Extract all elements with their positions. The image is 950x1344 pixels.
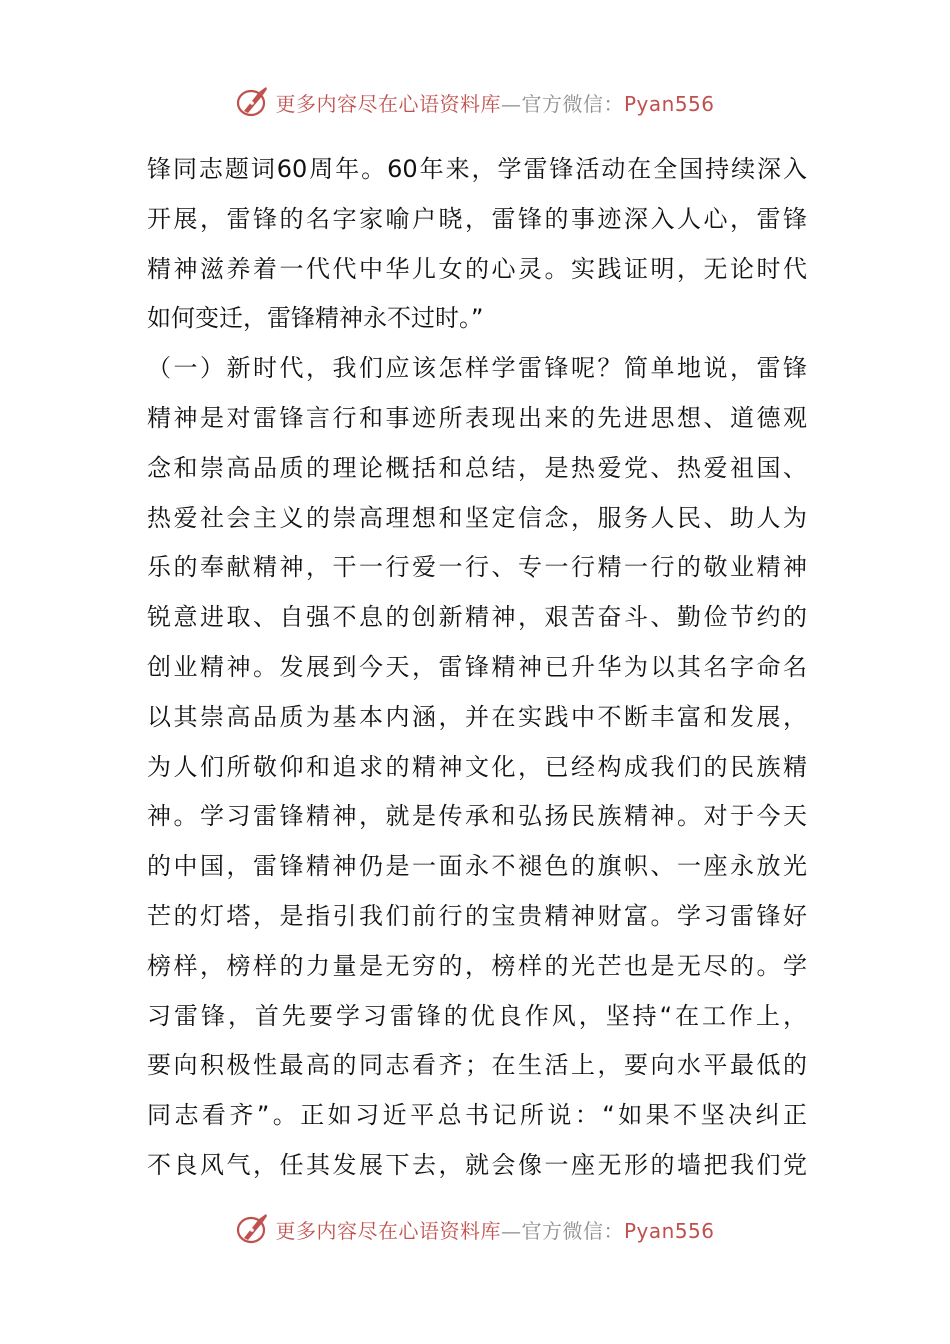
document-body	[147, 145, 807, 1191]
body-line: 以其崇高品质为基本内涵，并在实践中不断丰富和发展，	[147, 702, 807, 731]
body-line: 神。学习雷锋精神，就是传承和弘扬民族精神。对于今天	[147, 802, 807, 831]
footer-watermark	[0, 1209, 950, 1249]
watermark-wechat-label: 官方微信：	[521, 91, 624, 116]
body-line: 开展，雷锋的名字家喻户晓，雷锋的事迹深入人心，雷锋	[147, 204, 807, 233]
body-line: 念和崇高品质的理论概括和总结，是热爱党、热爱祖国、	[147, 453, 807, 482]
header-watermark	[0, 82, 950, 122]
body-line: 榜样，榜样的力量是无穷的，榜样的光芒也是无尽的。学	[147, 951, 807, 980]
watermark-site-text: 更多内容尽在心语资料库	[275, 1218, 501, 1243]
watermark-wechat-label: 官方微信：	[521, 1218, 624, 1243]
watermark-site-text: 更多内容尽在心语资料库	[275, 91, 501, 116]
body-line: 乐的奉献精神，干一行爱一行、专一行精一行的敬业精神	[147, 553, 807, 582]
body-line: 精神是对雷锋言行和事迹所表现出来的先进思想、道德观	[147, 403, 807, 432]
body-line: 锐意进取、自强不息的创新精神，艰苦奋斗、勤俭节约的	[147, 603, 807, 632]
watermark-separator: —	[500, 91, 522, 116]
body-line: 习雷锋，首先要学习雷锋的优良作风，坚持“在工作上，	[147, 1001, 807, 1030]
watermark-separator: —	[500, 1218, 522, 1243]
body-line: 精神滋养着一代代中华儿女的心灵。实践证明，无论时代	[147, 254, 807, 283]
body-line: 如何变迁，雷锋精神永不过时。”	[147, 304, 484, 333]
body-line: 芒的灯塔，是指引我们前行的宝贵精神财富。学习雷锋好	[147, 901, 807, 930]
watermark-text	[275, 88, 714, 117]
body-line: （一）新时代，我们应该怎样学雷锋呢？简单地说，雷锋	[147, 354, 807, 383]
body-line: 的中国，雷锋精神仍是一面永不褪色的旗帜、一座永放光	[147, 852, 807, 881]
watermark-text	[275, 1215, 714, 1244]
body-line: 要向积极性最高的同志看齐；在生活上，要向水平最低的	[147, 1051, 807, 1080]
body-line: 创业精神。发展到今天，雷锋精神已升华为以其名字命名	[147, 652, 807, 681]
watermark-wechat-id: Pyan556	[623, 91, 715, 116]
body-line: 同志看齐”。正如习近平总书记所说：“如果不坚决纠正	[147, 1101, 807, 1130]
pen-nib-circle-icon	[235, 1211, 271, 1247]
body-line: 为人们所敬仰和追求的精神文化，已经构成我们的民族精	[147, 752, 807, 781]
body-line: 不良风气，任其发展下去，就会像一座无形的墙把我们党	[147, 1150, 807, 1179]
pen-nib-circle-icon	[235, 84, 271, 120]
body-line: 热爱社会主义的崇高理想和坚定信念，服务人民、助人为	[147, 503, 807, 532]
watermark-wechat-id: Pyan556	[623, 1218, 715, 1243]
body-line: 锋同志题词60周年。60年来，学雷锋活动在全国持续深入	[147, 155, 807, 183]
